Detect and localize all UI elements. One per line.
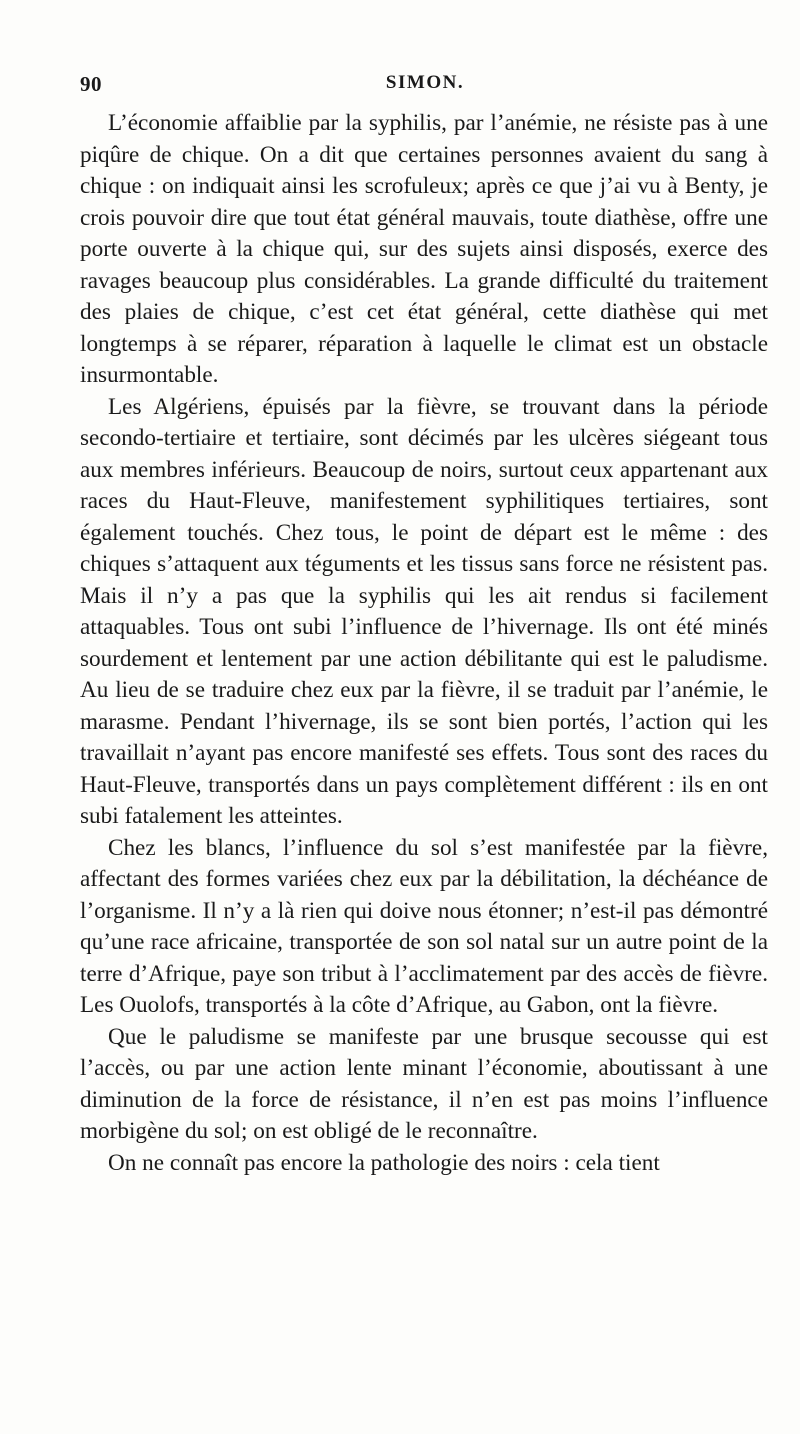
paragraph: Chez les blancs, l’influence du sol s’est manifestée par la fièvre, affectant des formes variées chez eux par la débilitation, la déchéance de l’organisme. Il n’y a là rien qui doive nous étonner; n’est-il pas démontré qu’une race africaine, transportée de son sol natal sur un autre point de la terre d’Afrique, paye son tribut à l’acclimatement par des accès de fièvre. Les Ouolofs, transportés à la côte d’Afrique, au Gabon, ont la fièvre. — [80, 834, 768, 1018]
running-head: SIMON. — [385, 72, 465, 93]
paragraph: L’économie affaiblie par la syphilis, par l’anémie, ne résiste pas à une piqûre de chique. On a dit que certaines personnes avaient du sang à chique : on indiquait ainsi les scrofuleux; après ce que j’ai vu à Benty, je crois pouvoir dire que tout état général mauvais, toute diathèse, offre une porte ouverte à la chique qui, sur des sujets ainsi disposés, exerce des ravages beaucoup plus considérables. La grande difficulté du traitement des plaies de chique, c’est cet état général, cette diathèse qui met longtemps à se réparer, réparation à laquelle le climat est un obstacle insurmontable. — [80, 110, 768, 388]
page-number: 90 — [80, 72, 102, 96]
paragraph: Les Algériens, épuisés par la fièvre, se trouvant dans la période secondo-tertiaire et tertiaire, sont décimés par les ulcères siégeant tous aux membres inférieurs. Beaucoup de noirs, surtout ceux appartenant aux races du Haut-Fleuve, manifestement syphilitiques tertiaires, sont également touchés. Chez tous, le point de départ est le même : des chiques s’attaquent aux téguments et les tissus sans force ne résistent pas. Mais il n’y a pas que la syphilis qui les ait rendus si facilement attaquables. Tous ont subi l’influence de l’hivernage. Ils ont été minés sourdement et lentement par une action débilitante qui est le paludisme. Au lieu de se traduire chez eux par la fièvre, il se traduit par l’anémie, le marasme. Pendant l’hivernage, ils se sont bien portés, l’action qui les travaillait n’ayant pas encore manifesté ses effets. Tous sont des races du Haut-Fleuve, transportés dans un pays complètement différent : ils en ont subi fatalement les atteintes. — [80, 393, 768, 829]
paragraph: On ne connaît pas encore la pathologie des noirs : cela tient — [108, 1149, 660, 1176]
paragraph: Que le paludisme se manifeste par une brusque secousse qui est l’accès, ou par une action lente minant l’économie, aboutissant à une diminution de la force de résistance, il n’en est pas moins l’influence morbigène du sol; on est obligé de le reconnaître. — [80, 1023, 768, 1144]
page-header — [80, 72, 770, 102]
body-text — [80, 108, 768, 1179]
